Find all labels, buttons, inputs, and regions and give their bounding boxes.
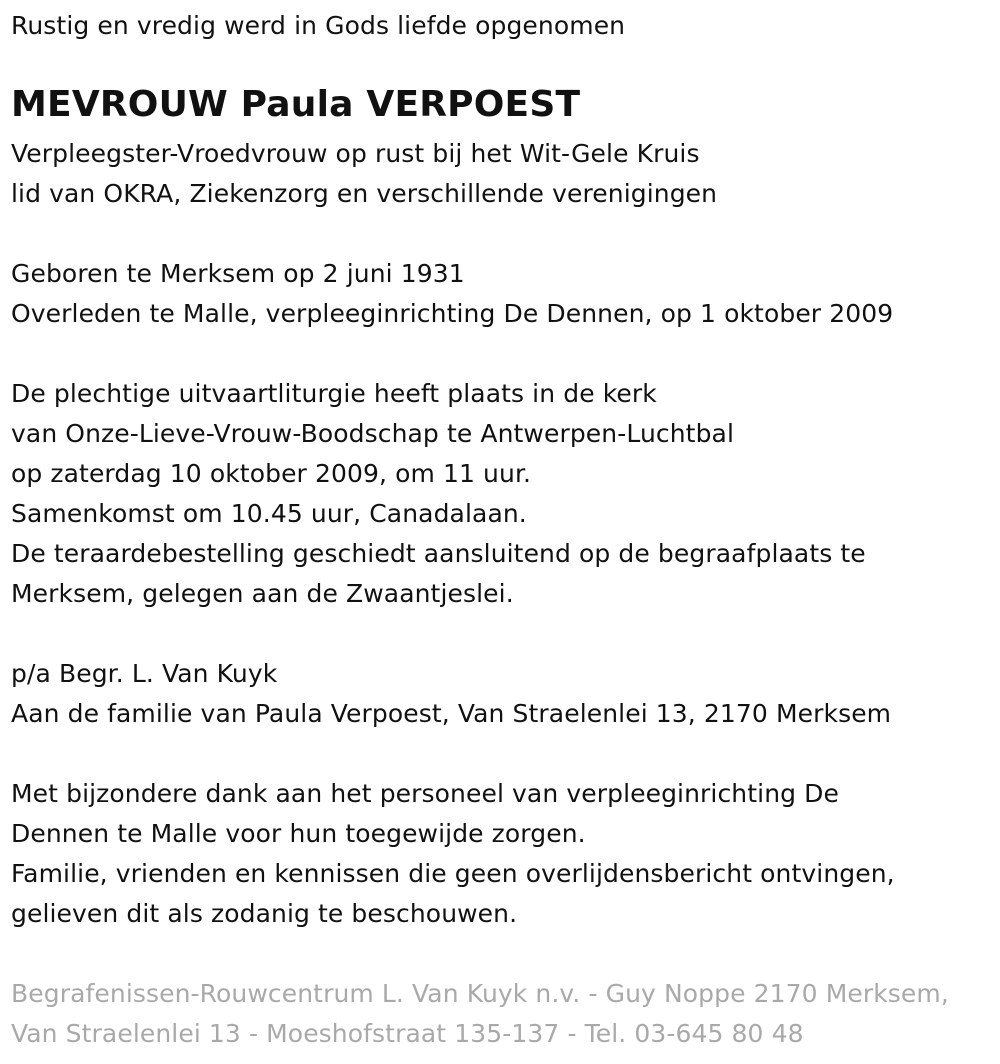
intro-line: Rustig en vredig werd in Gods liefde opgenomen xyxy=(11,11,626,40)
profession-line: Verpleegster-Vroedvrouw op rust bij het Wit-Gele Kruis xyxy=(11,139,700,168)
funeral-line: Samenkomst om 10.45 uur, Canadalaan. xyxy=(11,499,527,528)
address-line: Aan de familie van Paula Verpoest, Van Straelenlei 13, 2170 Merksem xyxy=(11,699,892,728)
membership-line: lid van OKRA, Ziekenzorg en verschillende verenigingen xyxy=(11,179,718,208)
funeral-line: op zaterdag 10 oktober 2009, om 11 uur. xyxy=(11,459,532,488)
deceased-name: MEVROUW Paula VERPOEST xyxy=(11,84,581,125)
birth-line: Geboren te Merksem op 2 juni 1931 xyxy=(11,259,465,288)
death-line: Overleden te Malle, verpleeginrichting De Dennen, op 1 oktober 2009 xyxy=(11,299,894,328)
funeral-line: Merksem, gelegen aan de Zwaantjeslei. xyxy=(11,579,514,608)
funeral-line: De teraardebestelling geschiedt aansluitend op de begraafplaats te xyxy=(11,539,866,568)
footer-line: Begrafenissen-Rouwcentrum L. Van Kuyk n.v. - Guy Noppe 2170 Merksem, xyxy=(11,979,949,1008)
address-line: p/a Begr. L. Van Kuyk xyxy=(11,659,278,688)
thanks-line: gelieven dit als zodanig te beschouwen. xyxy=(11,899,518,928)
thanks-line: Dennen te Malle voor hun toegewijde zorgen. xyxy=(11,819,586,848)
footer-line: Van Straelenlei 13 - Moeshofstraat 135-137 - Tel. 03-645 80 48 xyxy=(11,1019,804,1048)
funeral-line: van Onze-Lieve-Vrouw-Boodschap te Antwerpen-Luchtbal xyxy=(11,419,735,448)
thanks-line: Familie, vrienden en kennissen die geen overlijdensbericht ontvingen, xyxy=(11,859,895,888)
thanks-line: Met bijzondere dank aan het personeel van verpleeginrichting De xyxy=(11,779,839,808)
funeral-line: De plechtige uitvaartliturgie heeft plaats in de kerk xyxy=(11,379,657,408)
